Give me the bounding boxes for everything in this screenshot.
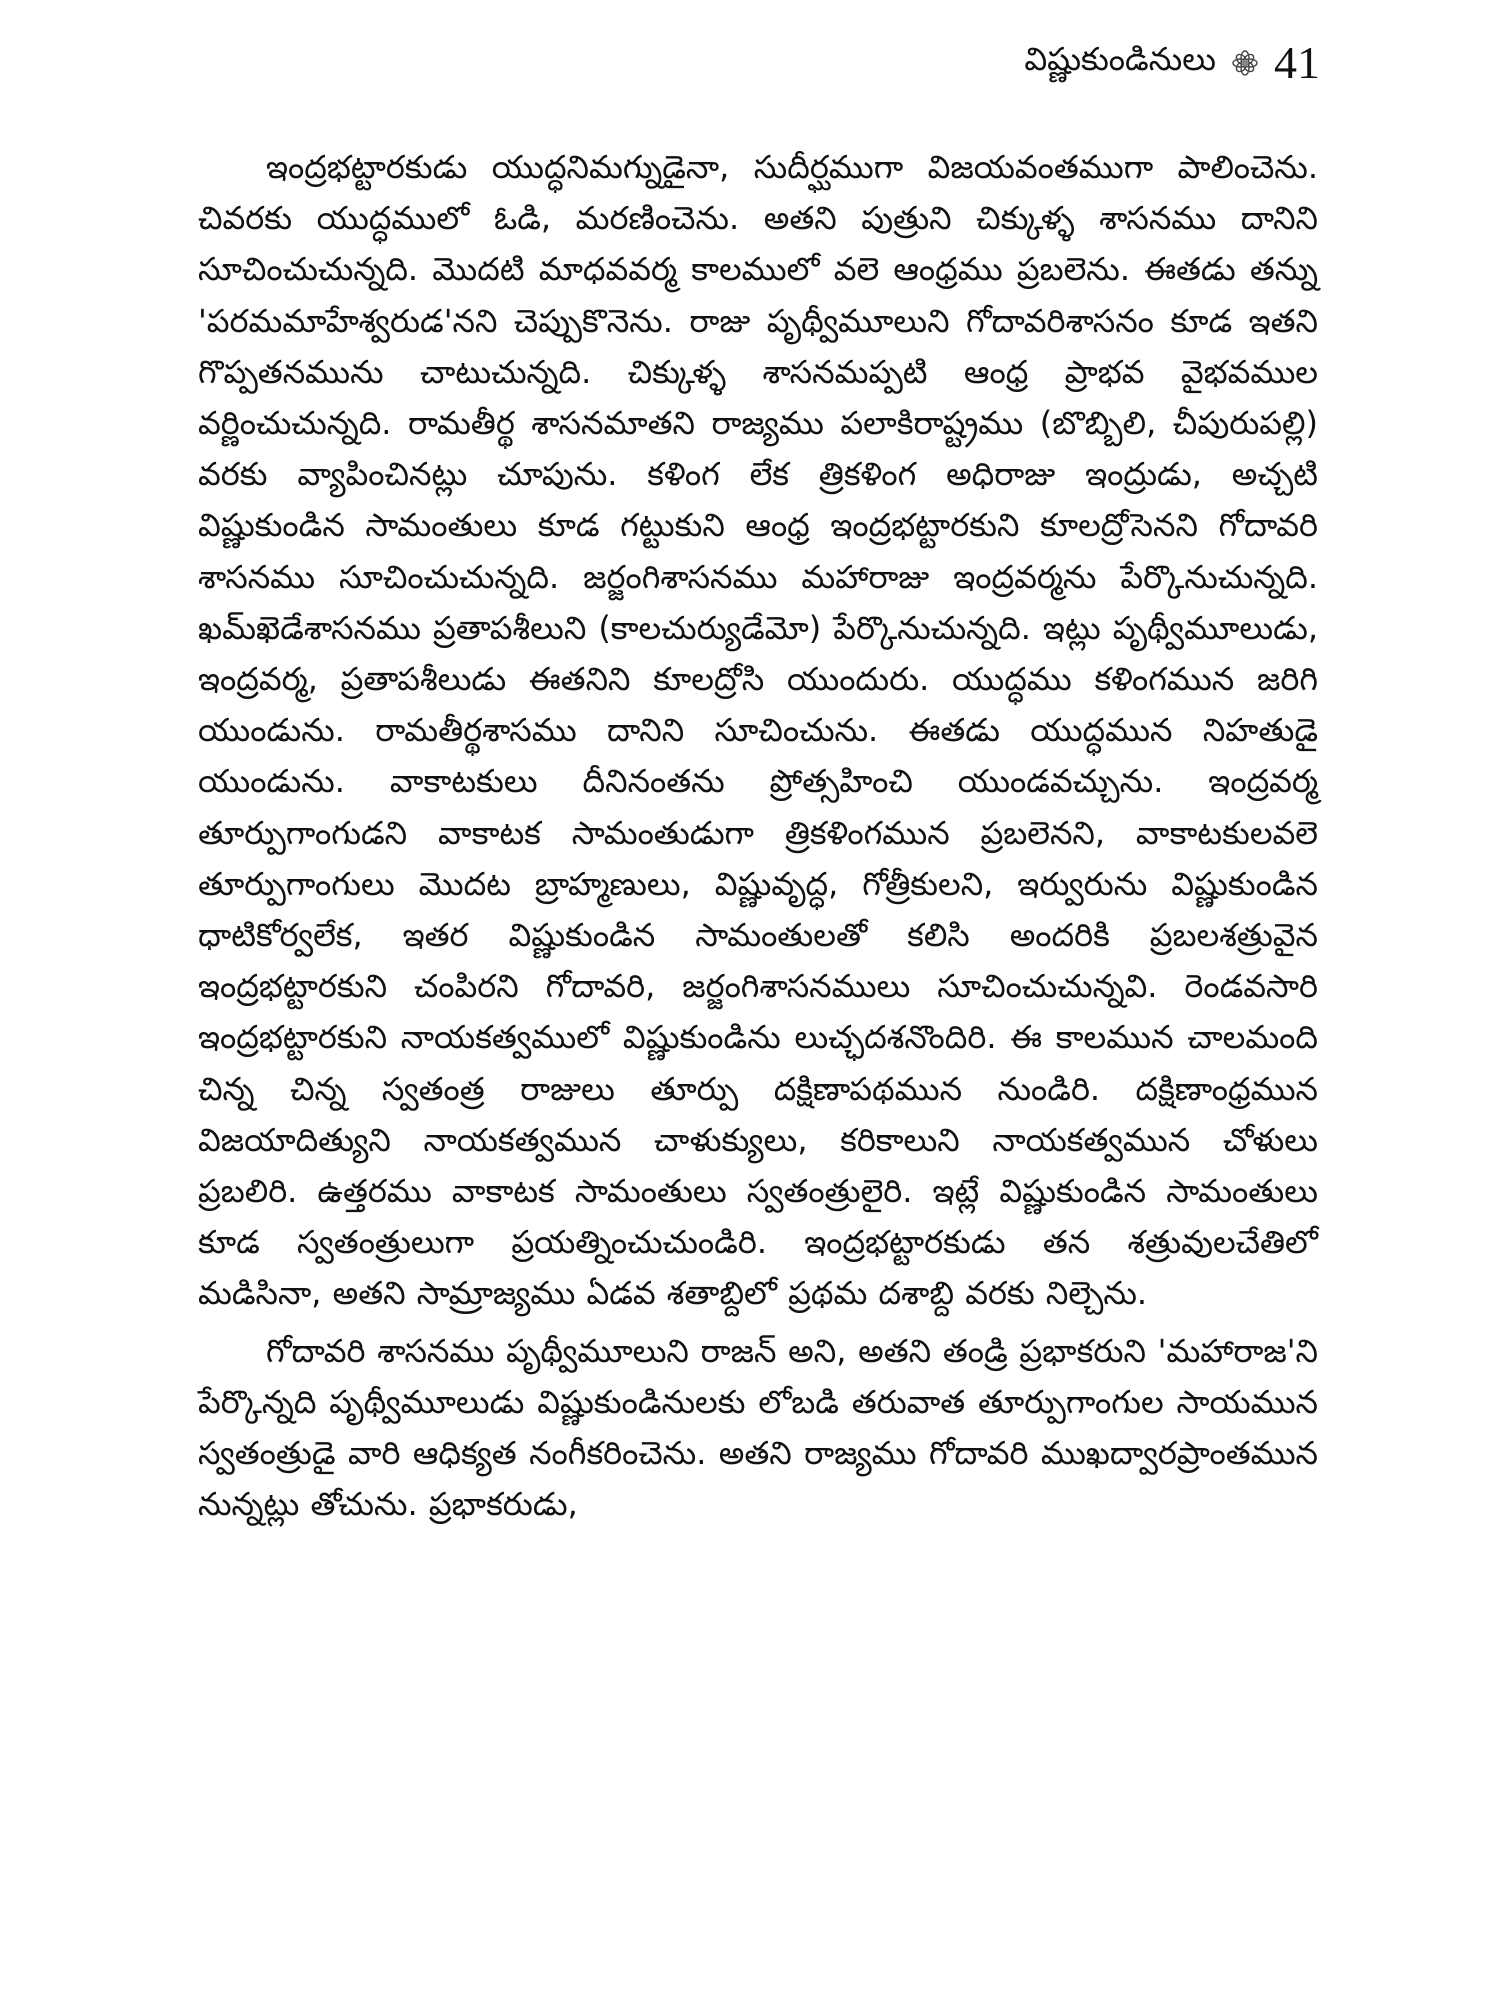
paragraph-1: ఇంద్రభట్టారకుడు యుద్ధనిమగ్నుడైనా, సుదీర్ఘముగా విజయవంతముగా పాలించెను. చివరకు యుద్ధములో ఓడి, మరణించెను. అతని పుత్రుని చిక్కుళ్ళ శాసనము దానిని సూచించుచున్నది. మొదటి మాధవవర్మ కాలములో వలె ఆంధ్రము ప్రబలెను. ఈతడు తన్ను 'పరమమాహేశ్వరుడ'నని చెప్పుకొనెను. రాజు పృథ్వీమూలుని గోదావరిశాసనం కూడ ఇతని గొప్పతనమును చాటుచున్నది. చిక్కుళ్ళ శాసనమప్పటి ఆంధ్ర ప్రాభవ వైభవముల వర్ణించుచున్నది. రామతీర్థ శాసనమాతని రాజ్యము పలాకిరాష్ట్రము (బొబ్బిలి, చీపురుపల్లి) వరకు వ్యాపించినట్లు చూపును. కళింగ లేక త్రికళింగ అధిరాజు ఇంద్రుడు, అచ్చటి విష్ణుకుండిన సామంతులు కూడ గట్టుకుని ఆంధ్ర ఇంద్రభట్టారకుని కూలద్రోసెనని గోదావరి శాసనము సూచించుచున్నది. జర్జంగిశాసనము మహారాజు ఇంద్రవర్మను పేర్కొనుచున్నది. ఖమ్‌ఖెడేశాసనము ప్రతాపశీలుని (కాలచుర్యుడేమో) పేర్కొనుచున్నది. ఇట్లు పృథ్వీమూలుడు, ఇంద్రవర్మ, ప్రతాపశీలుడు ఈతనిని కూలద్రోసి యుందురు. యుద్ధము కళింగమున జరిగి యుండును. రామతీర్థశాసము దానిని సూచించును. ఈతడు యుద్ధమున నిహతుడై యుండును. వాకాటకులు దీనినంతను ప్రోత్సహించి యుండవచ్చును. ఇంద్రవర్మ తూర్పుగాంగుడని వాకాటక సామంతుడుగా త్రికళింగమున ప్రబలెనని, వాకాటకులవలె తూర్పుగాంగులు మొదట బ్రాహ్మణులు, విష్ణువృద్ధ, గోత్రీకులని, ఇర్వురును విష్ణుకుండిన ధాటికోర్వలేక, ఇతర విష్ణుకుండిన సామంతులతో కలిసి అందరికి ప్రబలశత్రువైన ఇంద్రభట్టారకుని చంపిరని గోదావరి, జర్జంగిశాసనములు సూచించుచున్నవి. రెండవసారి ఇంద్రభట్టారకుని నాయకత్వములో విష్ణుకుండిను లుచ్ఛదశనొందిరి. ఈ కాలమున చాలమంది చిన్న చిన్న స్వతంత్ర రాజులు తూర్పు దక్షిణాపథమున నుండిరి. దక్షిణాంధ్రమున విజయాదిత్యుని నాయకత్వమున చాళుక్యులు, కరికాలుని నాయకత్వమున చోళులు ప్రబలిరి. ఉత్తరము వాకాటక సామంతులు స్వతంత్రులైరి. ఇట్లే విష్ణుకుండిన సామంతులు కూడ స్వతంత్రులుగా ప్రయత్నించుచుండిరి. ఇంద్రభట్టారకుడు తన శత్రువులచేతిలో మడిసినా, అతని సామ్రాజ్యము ఏడవ శతాబ్దిలో ప్రథమ దశాబ్ది వరకు నిల్చెను.: [198, 148, 1318, 1313]
lotus-flower-icon: [1230, 48, 1260, 78]
paragraph-2: గోదావరి శాసనము పృథ్వీమూలుని రాజన్ అని, అతని తండ్రి ప్రభాకరుని 'మహారాజ'ని పేర్కొన్నది పృథ్వీమూలుడు విష్ణుకుండినులకు లోబడి తరువాత తూర్పుగాంగుల సాయమున స్వతంత్రుడై వారి ఆధిక్యత నంగీకరించెను. అతని రాజ్యము గోదావరి ముఖద్వారప్రాంతమున నున్నట్లు తోచును. ప్రభాకరుడు,: [198, 1331, 1318, 1524]
body-text: [198, 142, 1318, 1536]
chapter-title: విష్ణుకుండినులు: [1024, 39, 1216, 78]
page-number: 41: [1274, 37, 1320, 88]
running-header: [1024, 36, 1320, 89]
